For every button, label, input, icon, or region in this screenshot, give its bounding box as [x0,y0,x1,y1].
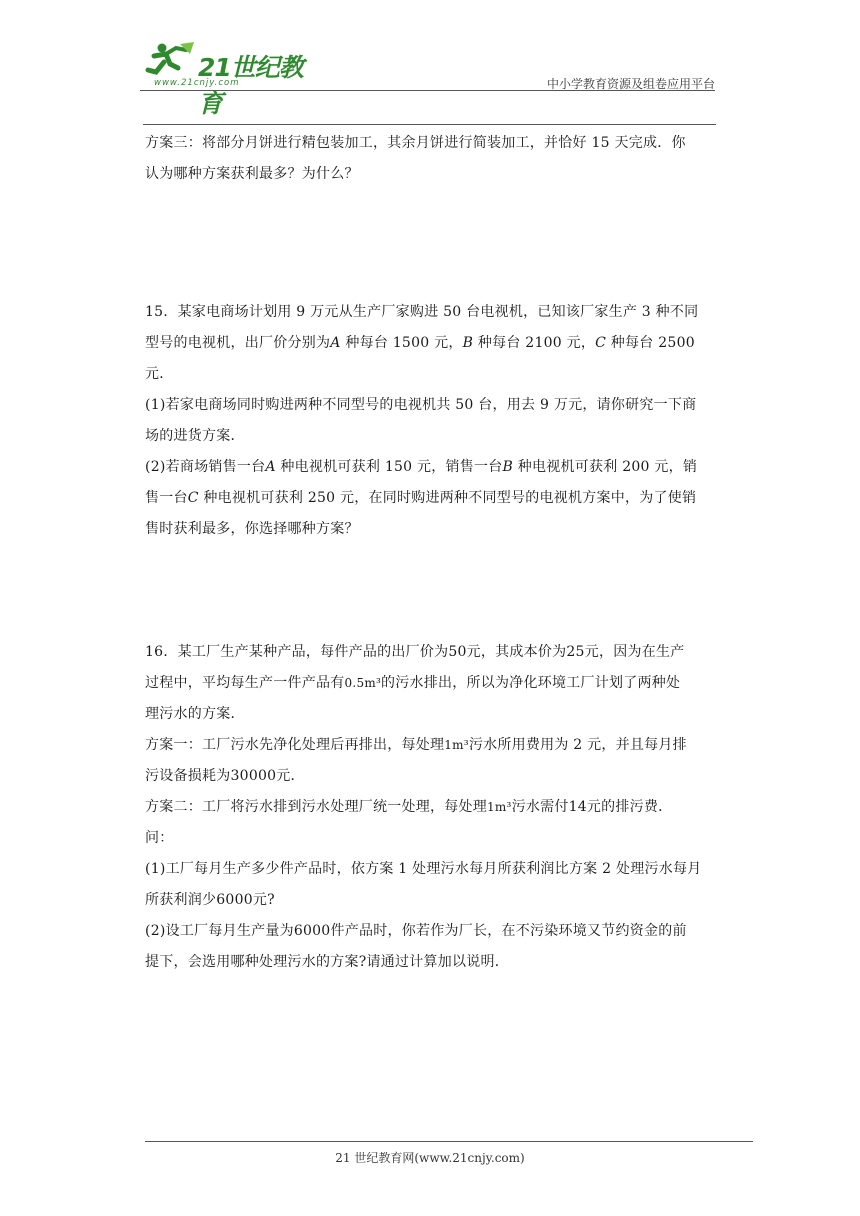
logo-text: 21世纪教育 [198,53,303,118]
plan-two: 方案二：工厂将污水排到污水处理厂统一处理，每处理1m³污水需付14元的排污费． [145,799,673,815]
question-15-stem-line: 15．某家电商场计划用 9 万元从生产厂家购进 50 台电视机，已知该厂家生产 3 种不同 [145,304,699,320]
question-15-part-2: 售一台C 种电视机可获利 250 元，在同时购进两种不同型号的电视机方案中，为了使销 [145,490,697,506]
plan-three-paragraph [145,128,717,190]
question-15-part-2: (2)若商场销售一台A 种电视机可获利 150 元，销售一台B 种电视机可获利 200 元，销 [145,459,698,475]
question-16-stem-line: 过程中，平均每生产一件产品有0.5m³的污水排出，所以为净化环境工厂计划了两种处 [145,675,681,691]
question-16-part-2: (2)设工厂每月生产量为6000件产品时，你若作为厂长，在不污染环境又节约资金的前 [145,923,687,939]
footer-text: 21 世纪教育网(www.21cnjy.com) [335,1151,525,1165]
header-platform-text: 中小学教育资源及组卷应用平台 [546,77,715,91]
brand-logo [140,40,310,118]
plan-one: 污设备损耗为30000元． [145,768,305,784]
question-16-ask: 问： [145,830,174,846]
question-16-part-1: (1)工厂每月生产多少件产品时，依方案 1 处理污水每月所获利润比方案 2 处理污水每月 [145,861,702,877]
question-15-part-2: 售时获利最多，你选择哪种方案？ [145,521,359,537]
question-16-stem-line: 理污水的方案． [145,706,245,722]
question-16 [145,637,717,978]
question-15-stem-line: 型号的电视机，出厂价分别为A 种每台 1500 元，B 种每台 2100 元，C 种每台 2500 元． [145,335,695,382]
question-16-stem-line: 16．某工厂生产某种产品，每件产品的出厂价为50元，其成本价为25元，因为在生产 [145,644,685,660]
question-16-part-1: 所获利润少6000元? [145,892,275,908]
content-top-divider [143,124,716,125]
header-divider [140,90,715,91]
question-15-part-1: 场的进货方案． [145,428,245,444]
question-15-part-1: (1)若家电商场同时购进两种不同型号的电视机共 50 台，用去 9 万元，请你研究一下商 [145,397,697,413]
question-15 [145,297,717,545]
page-header [140,40,715,118]
runner-icon [140,40,200,80]
footer-divider [145,1141,753,1142]
text-line: 认为哪种方案获利最多？为什么？ [145,166,359,182]
text-line: 方案三：将部分月饼进行精包装加工，其余月饼进行简装加工，并恰好 15 天完成．你 [145,135,686,151]
logo-url: www.21cnjy.com [154,78,240,88]
plan-one: 方案一：工厂污水先净化处理后再排出，每处理1m³污水所用费用为 2 元，并且每月排 [145,737,687,753]
question-16-part-2: 提下，会选用哪种处理污水的方案?请通过计算加以说明． [145,954,510,970]
